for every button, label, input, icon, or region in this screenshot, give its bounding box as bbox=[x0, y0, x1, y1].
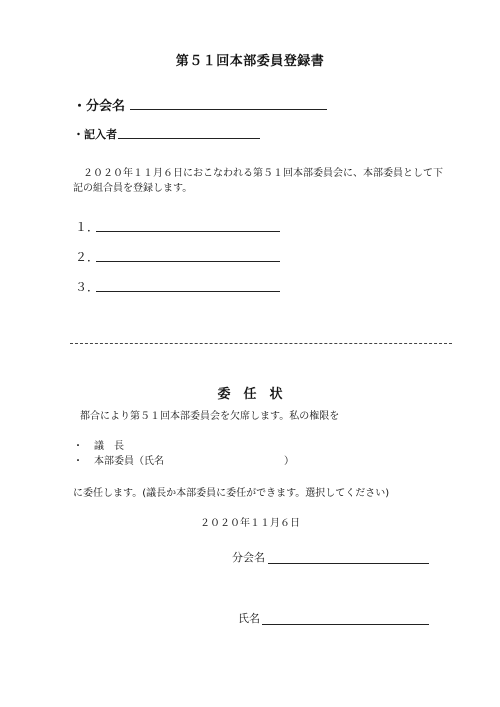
delegate-text: に委任します。(議長か本部委員に委任ができます。選択してください) bbox=[73, 488, 390, 499]
writer-field[interactable] bbox=[118, 138, 260, 139]
option-bullet-member: ・ bbox=[73, 456, 83, 467]
intro-text bbox=[73, 166, 443, 196]
proxy-name-field[interactable] bbox=[262, 624, 429, 625]
entry-field-1[interactable] bbox=[96, 231, 280, 232]
proxy-body-text: 都合により第５１回本部委員会を欠席します。私の権限を bbox=[80, 411, 340, 422]
entry-number-2: ２． bbox=[75, 250, 100, 264]
entry-field-2[interactable] bbox=[96, 261, 280, 262]
entry-number-1: １． bbox=[75, 220, 100, 234]
option-chair[interactable]: 議 長 bbox=[94, 441, 124, 452]
proxy-date: ２０２０年１１月６日 bbox=[200, 518, 300, 529]
entry-number-3: ３． bbox=[75, 280, 100, 294]
proxy-branch-field[interactable] bbox=[268, 563, 429, 564]
proxy-name-label: 氏名 bbox=[238, 612, 260, 625]
option-bullet-chair: ・ bbox=[73, 441, 83, 452]
intro-text-body: ２０２０年１１月６日におこなわれる第５１回本部委員会に、本部委員として下記の組合員を登録します。 bbox=[73, 168, 443, 194]
cut-line bbox=[70, 343, 452, 344]
branch-name-field[interactable] bbox=[130, 109, 327, 110]
branch-name-label: ・分会名 bbox=[73, 99, 126, 114]
proxy-title: 委 任 状 bbox=[217, 387, 283, 402]
entry-field-3[interactable] bbox=[96, 291, 280, 292]
document-title: 第５１回本部委員登録書 bbox=[175, 54, 325, 69]
option-member[interactable]: 本部委員（氏名 ） bbox=[94, 456, 294, 467]
proxy-branch-label: 分会名 bbox=[232, 551, 265, 564]
writer-label: ・記入者 bbox=[73, 128, 117, 141]
